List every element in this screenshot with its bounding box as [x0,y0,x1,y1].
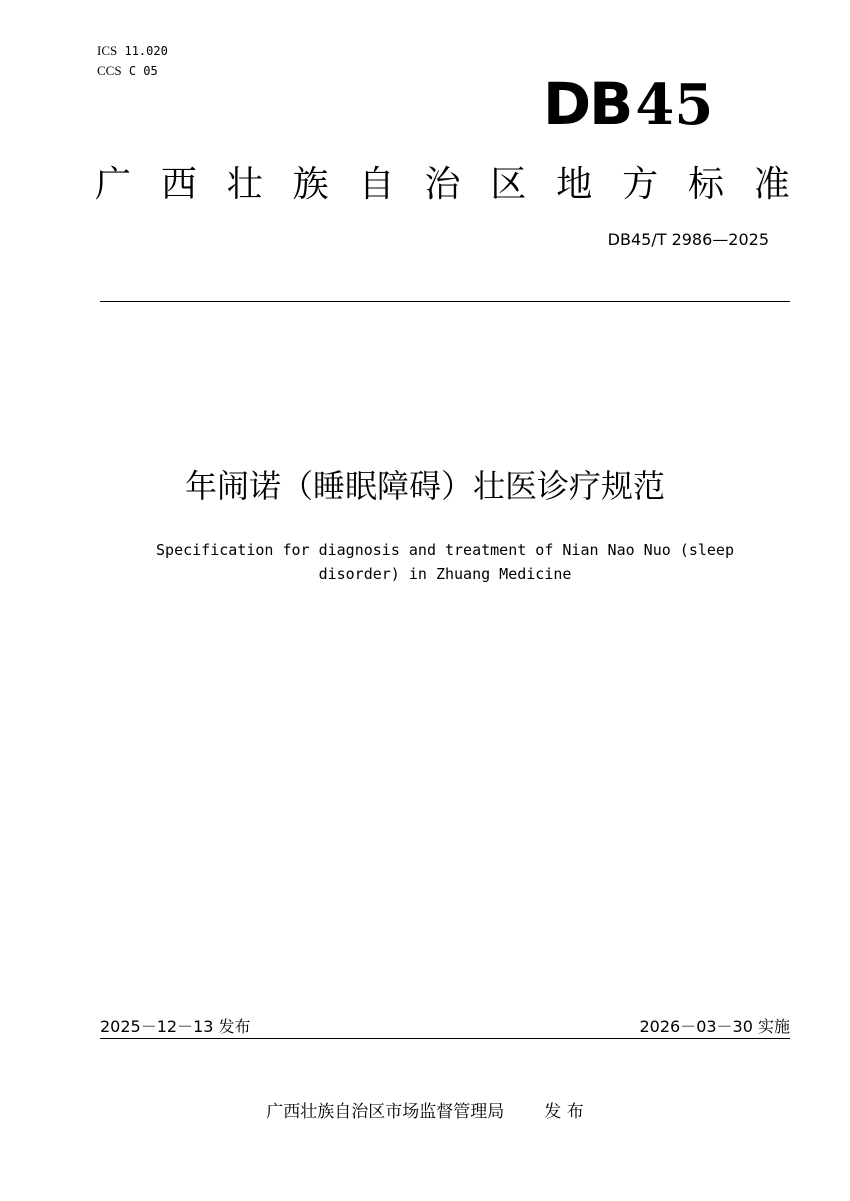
classification-codes [97,41,168,81]
standard-type-char: 准 [753,164,790,205]
standard-code: DB45/T 2986—2025 [607,230,769,249]
standard-type-char: 西 [160,164,197,205]
ics-label: ICS [97,43,118,58]
standard-type-char: 标 [688,164,725,205]
standard-type-heading [95,160,790,210]
standard-type-char: 区 [490,164,527,205]
english-title-line: disorder) in Zhuang Medicine [318,565,572,583]
standard-type-char: 壮 [226,164,263,205]
standard-type-char: 自 [358,164,395,205]
ics-code: 11.020 [124,44,168,58]
ccs-line [97,61,168,81]
document-title-english [110,538,780,586]
logo-prefix: DB [543,70,632,138]
standard-type-char: 方 [622,164,659,205]
standard-type-char: 地 [556,164,593,205]
implementation-date: 2026－03－30 实施 [639,1017,790,1036]
footer-divider [100,1038,790,1039]
logo-number: 45 [635,72,714,138]
english-title-line: Specification for diagnosis and treatment of Nian Nao Nuo (sleep [156,541,734,559]
document-title-chinese: 年闹诺（睡眠障碍）壮医诊疗规范 [184,467,665,505]
header-divider [100,301,790,302]
db45-logo [543,70,714,138]
issuing-authority [0,1097,850,1122]
standard-type-char: 族 [292,164,329,205]
ccs-label: CCS [97,63,122,78]
issuer-action: 发 布 [544,1102,584,1122]
standard-type-char: 广 [95,164,132,205]
ics-line [97,41,168,61]
standard-type-char: 治 [424,164,461,205]
issuer-name: 广西壮族自治区市场监督管理局 [266,1102,505,1122]
ccs-code: C 05 [128,64,158,78]
issue-date: 2025－12－13 发布 [100,1017,251,1036]
